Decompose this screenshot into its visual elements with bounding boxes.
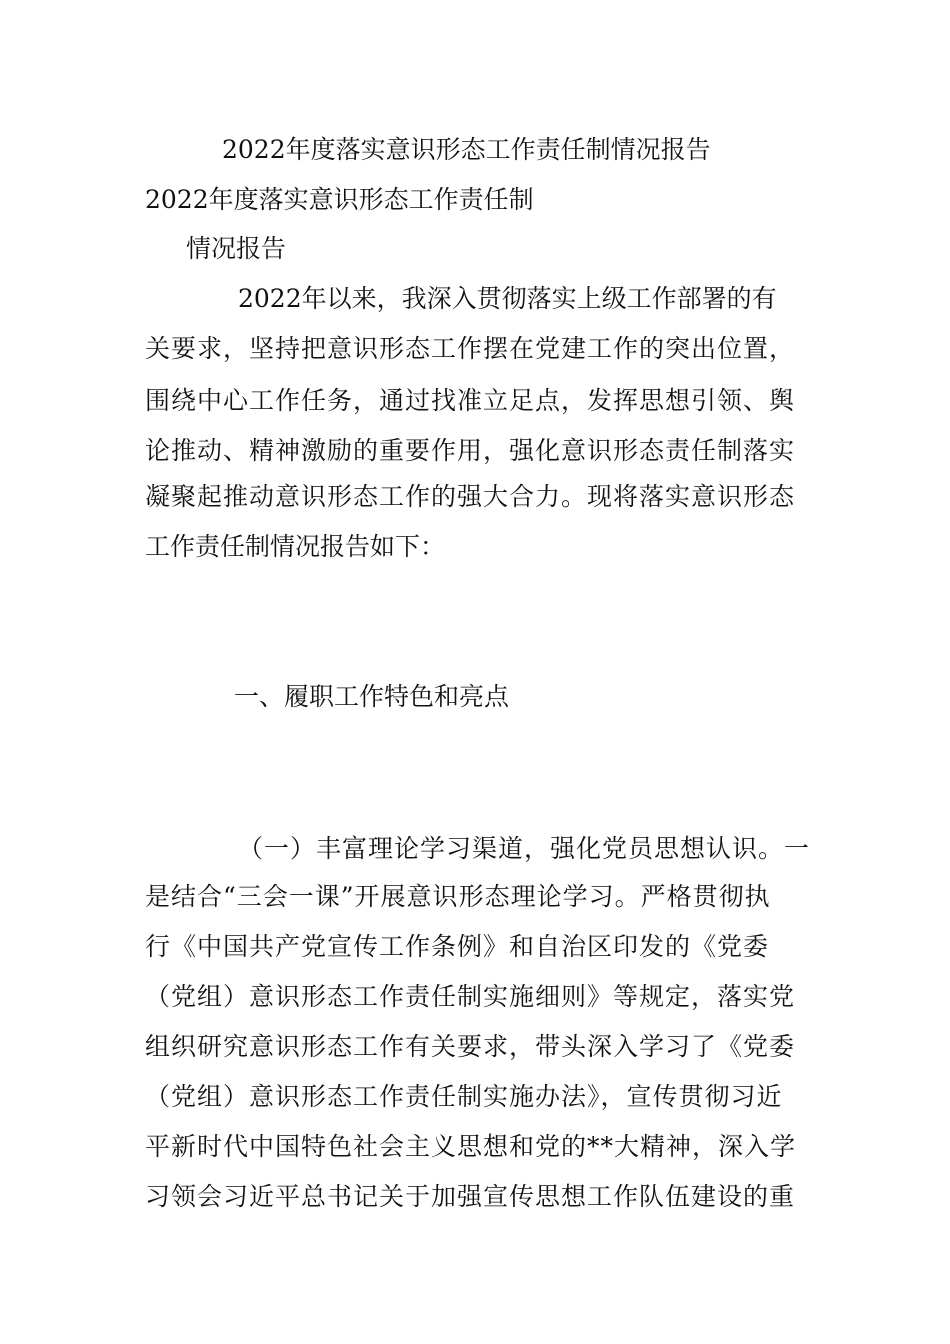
section-line: 组织研究意识形态工作有关要求，带头深入学习了《党委: [145, 1032, 796, 1061]
document-title: 2022年度落实意识形态工作责任制情况报告: [222, 135, 711, 164]
intro-line: 2022年以来，我深入贯彻落实上级工作部署的有: [238, 284, 777, 313]
intro-line: 凝聚起推动意识形态工作的强大合力。现将落实意识形态: [145, 482, 796, 511]
section-line: （一）丰富理论学习渠道，强化党员思想认识。一: [238, 834, 811, 863]
section-line: 行《中国共产党宣传工作条例》和自治区印发的《党委: [145, 932, 770, 961]
section-line: 平新时代中国特色社会主义思想和党的**大精神，深入学: [145, 1132, 797, 1161]
section-line: 习领会习近平总书记关于加强宣传思想工作队伍建设的重: [145, 1182, 796, 1211]
subtitle-line-2: 情况报告: [186, 234, 287, 263]
section-line: 是结合“三会一课”开展意识形态理论学习。严格贯彻执: [145, 882, 771, 911]
intro-line: 工作责任制情况报告如下：: [145, 532, 446, 561]
section-line: （党组）意识形态工作责任制实施细则》等规定，落实党: [145, 982, 796, 1011]
intro-line: 论推动、精神激励的重要作用，强化意识形态责任制落实: [145, 436, 796, 465]
section-line: （党组）意识形态工作责任制实施办法》，宣传贯彻习近: [145, 1082, 783, 1111]
intro-line: 围绕中心工作任务，通过找准立足点，发挥思想引领、舆: [145, 386, 796, 415]
subtitle-line-1: 2022年度落实意识形态工作责任制: [145, 185, 534, 214]
section-heading: 一、履职工作特色和亮点: [234, 682, 510, 711]
intro-line: 关要求，坚持把意识形态工作摆在党建工作的突出位置，: [145, 334, 796, 363]
